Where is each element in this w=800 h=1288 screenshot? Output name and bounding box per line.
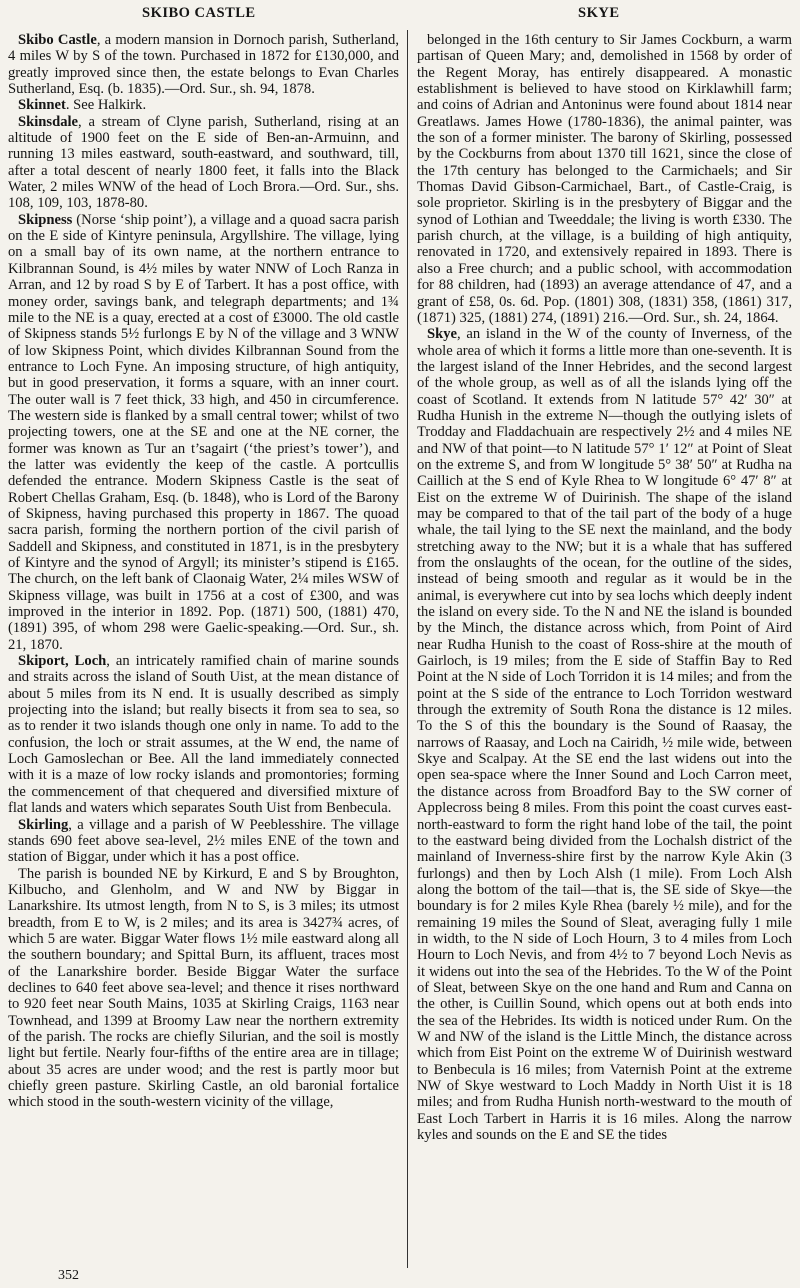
gazetteer-entry (8, 114, 399, 212)
entry-text: The parish is bounded NE by Kirkurd, E and S by Broughton, Kilbucho, and Glenholm, and W and NW by Biggar in Lanarkshire. Its utmost length, from N to S, is 3 miles; its utmost breadth, from E to W, is 2 miles; and its area is 3427¾ acres, of which 5 are water. Biggar Water flows 1½ mile eastward along all the southern boundary; and Spittal Burn, its affluent, traces most of the Lanarkshire border. Beside Biggar Water the surface declines to 640 feet above sea-level; and thence it rises northward to 920 feet near South Mains, 1035 at Skirling Craigs, 1163 near Townhead, and 1399 at Broomy Law near the northern extremity of the parish. The rocks are chiefly Silurian, and the soil is mostly light but fertile. Nearly four-fifths of the entire area are in tillage; about 35 acres are under wood; and the rest is partly moor but chiefly green pasture. Skirling Castle, an old baronial fortalice which stood in the south-western vicinity of the village, (8, 865, 399, 1111)
entry-text: , an island in the W of the county of Inverness, of the whole area of which it forms a little more than one-seventh. It is the largest island of the Inner Hebrides, and the second largest of the whole group, as well as of all the islands lying off the coast of Scotland. It extends from N latitude 57° 42′ 30″ at Rudha Hunish in the extreme N—though the outlying islets of Trodday and Fladdachuain are respectively 2½ and 4 miles NE and NW of that point—to N latitude 57° 1′ 12″ at Point of Sleat on the extreme S, and from W longitude 5° 38′ 50″ at Rudha na Caillich at the S end of Kyle Rhea to W longitude 6° 47′ 8″ at Eist on the extreme W of Duirinish. The shape of the island may be compared to that of the tail part of the body of a huge whale, the tail lying to the SE next the mainland, and the body stretching away to the NW; but it is a whale that has suffered from the onslaughts of the ocean, for the outline of the sides, instead of being smooth and regular as it would be in the animal, is everywhere cut into by sea lochs which deeply indent the island on every side. To the N and NE the island is bounded by the Minch, the distance across which, from Point of Aird near Rudha Hunish to the coast of Ross-shire at the mouth of Gairloch, is 19 miles; from the E side of Staffin Bay to Red Point at the N side of Loch Torridon it is 14 miles; and from the point at the S side of the entrance to Loch Torridon westward through the extremity of South Rona the distance is 12 miles. To the S of this the boundary is the Sound of Raasay, the narrows of Raasay, and Loch na Cairidh, ½ mile wide, between Skye and Scalpay. At the SE end the last widens out into the open sea-space where the Inner Sound and Loch Carron meet, the distance across from Broadford Bay to the SW corner of Applecross being 8 miles. From this point the coast curves east-north-eastward to form the right hand lobe of the tail, the point to the eastward being divided from the Lochalsh district of the mainland of Inverness-shire first by the narrow Kyle Akin (3 furlongs) and then by Loch Alsh (1 mile). From Loch Alsh along the bottom of the tail—that is, the SE side of Skye—the boundary is for 2 miles Kyle Rhea (barely ½ mile), and for the remaining 19 miles the Sound of Sleat, averaging fully 1 mile in width, to the N side of Loch Hourn, 3 to 4 miles from Loch Hourn to Loch Nevis, and from 4½ to 7 beyond Loch Nevis as it widens out into the sea of the Hebrides. To the W of the Point of Sleat, between Skye on the one hand and Rum and Canna on the other, is Cuillin Sound, which opens out at both ends into the sea of the Hebrides. Its width is noticed under Rum. On the W and NW of the island is the Little Minch, the distance across which from Eist Point on the extreme W of Duirinish westward to Benbecula is 16 miles; from Vaternish Point at the extreme NW of Skye westward to Loch Maddy in North Uist it is 18 miles; and from Rudha Hunish north-westward to the mouth of East Loch Tarbert in Harris it is 16 miles. Along the narrow kyles and sounds on the E and SE the tides (417, 326, 792, 1144)
left-column (8, 32, 399, 1266)
entry-headword: Skipness (18, 211, 73, 228)
entry-text: . See Halkirk. (65, 97, 147, 114)
entry-text: , a modern mansion in Dornoch parish, Sutherland, 4 miles W by S of the town. Purchased in 1872 for £130,000, and greatly improved since then, the estate belongs to Evan Charles Sutherland, Esq. (b. 1835).—Ord. Sur., sh. 94, 1878. (8, 32, 399, 98)
gazetteer-entry (8, 97, 399, 113)
entry-headword: Skibo Castle (18, 32, 97, 48)
gazetteer-entry (8, 212, 399, 653)
entry-headword: Skinnet (18, 97, 66, 114)
entry-text: (Norse ‘ship point’), a village and a quoad sacra parish on the E side of Kintyre peninsula, Argyllshire. The village, lying on a small bay of its own name, at the northern entrance to Kilbrannan Sound, is 4½ miles by water NNW of Loch Ranza in Arran, and 12 by road S by E of Tarbert. It has a post office, with money order, savings bank, and telegraph departments; and 1¾ mile to the NE is a quay, erected at a cost of £3000. The old castle of Skipness stands 5½ furlongs E by N of the village and 3 WNW of low Skipness Point, which divides Kilbrannan Sound from the entrance to Loch Fyne. An imposing structure, of high antiquity, but in good preservation, it forms a square, with an inner court. The outer wall is 7 feet thick, 33 high, and 450 in circumference. The western side is flanked by a small central tower; whilst of two projecting towers, one at the SE and one at the NE corner, the former was known as Tur an t’sagairt (‘the priest’s tower’), and the latter was evidently the keep of the castle. A portcullis defended the entrance. Modern Skipness Castle is the seat of Robert Chellas Graham, Esq. (b. 1848), who is Lord of the Barony of Skipness, having purchased this property in 1867. The quoad sacra parish, forming the northern portion of the civil parish of Saddell and Skipness, and constituted in 1871, is in the presbytery of Kintyre and the synod of Argyll; its minister’s stipend is £165. The church, on the left bank of Claonaig Water, 2¼ miles WSW of Skipness village, was built in 1756 at a cost of £300, and was improved in the interior in 1892. Pop. (1871) 500, (1881) 470, (1891) 395, of whom 298 were Gaelic-speaking.—Ord. Sur., sh. 21, 1870. (8, 211, 399, 653)
gazetteer-entry (8, 32, 399, 97)
gazetteer-entry (8, 653, 399, 816)
column-rule (407, 30, 408, 1268)
running-head-right: SKYE (578, 5, 620, 21)
entry-headword: Skiport, Loch (18, 653, 107, 670)
page-number: 352 (58, 1268, 79, 1283)
entry-text: , a village and a parish of W Peeblesshire. The village stands 690 feet above sea-level, 2½ miles ENE of the town and station of Biggar, under which it has a post office. (8, 816, 399, 866)
entry-headword: Skinsdale (18, 113, 79, 130)
entry-text: , an intricately ramified chain of marine sounds and straits across the island of South Uist, at the mean distance of about 5 miles from its N end. It is usually described as simply projecting into the island; but really bisects it from sea to sea, so as to render it two islands though one only in name. To add to the confusion, the loch or strait assumes, at the W end, the name of Loch Gamoslechan or Bee. All the land immediately connected with it is a maze of low rocky islands and promontories; forming the commencement of that chequered and diversified mixture of flat lands and waters which separates South Uist from Benbecula. (8, 653, 399, 817)
running-head-left: SKIBO CASTLE (142, 5, 256, 21)
right-column (417, 32, 792, 1266)
entry-paragraph (417, 32, 792, 326)
gazetteer-entry (8, 817, 399, 866)
entry-headword: Skye (427, 326, 458, 343)
entry-paragraph (8, 866, 399, 1111)
entry-headword: Skirling (18, 816, 69, 833)
entry-text: , a stream of Clyne parish, Sutherland, rising at an altitude of 1900 feet on the E side of Ben-an-Armuinn, and running 13 miles eastward, south-eastward, and southward, till, after a total descent of nearly 1800 feet, it falls into the Black Water, 2 miles WNW of the head of Loch Brora.—Ord. Sur., shs. 108, 109, 103, 1878-80. (8, 113, 399, 212)
gazetteer-entry (417, 326, 792, 1143)
entry-text: belonged in the 16th century to Sir James Cockburn, a warm partisan of Queen Mary; and, demolished in 1568 by order of the Regent Moray, has entirely disappeared. A monastic establishment is believed to have stood on Kirklawhill farm; and coins of Adrian and Antoninus were found about 1814 near Greatlaws. James Howe (1780-1836), the animal painter, was the son of a former minister. The barony of Skirling, possessed by the Cockburns from about 1370 till 1621, since the close of the 17th century has belonged to the Carmichaels; and Sir Thomas David Gibson-Carmichael, Bart., of Castle-Craig, is sole proprietor. Skirling is in the presbytery of Biggar and the synod of Lothian and Tweeddale; the living is worth £330. The parish church, at the village, is a building of high antiquity, renovated in 1720, and extensively repaired in 1893. There is also a Free church; and a public school, with accommodation for 88 children, had (1893) an average attendance of 47, and a grant of £58, 0s. 6d. Pop. (1801) 308, (1831) 358, (1861) 317, (1871) 325, (1881) 274, (1891) 216.—Ord. Sur., sh. 24, 1864. (417, 32, 792, 326)
